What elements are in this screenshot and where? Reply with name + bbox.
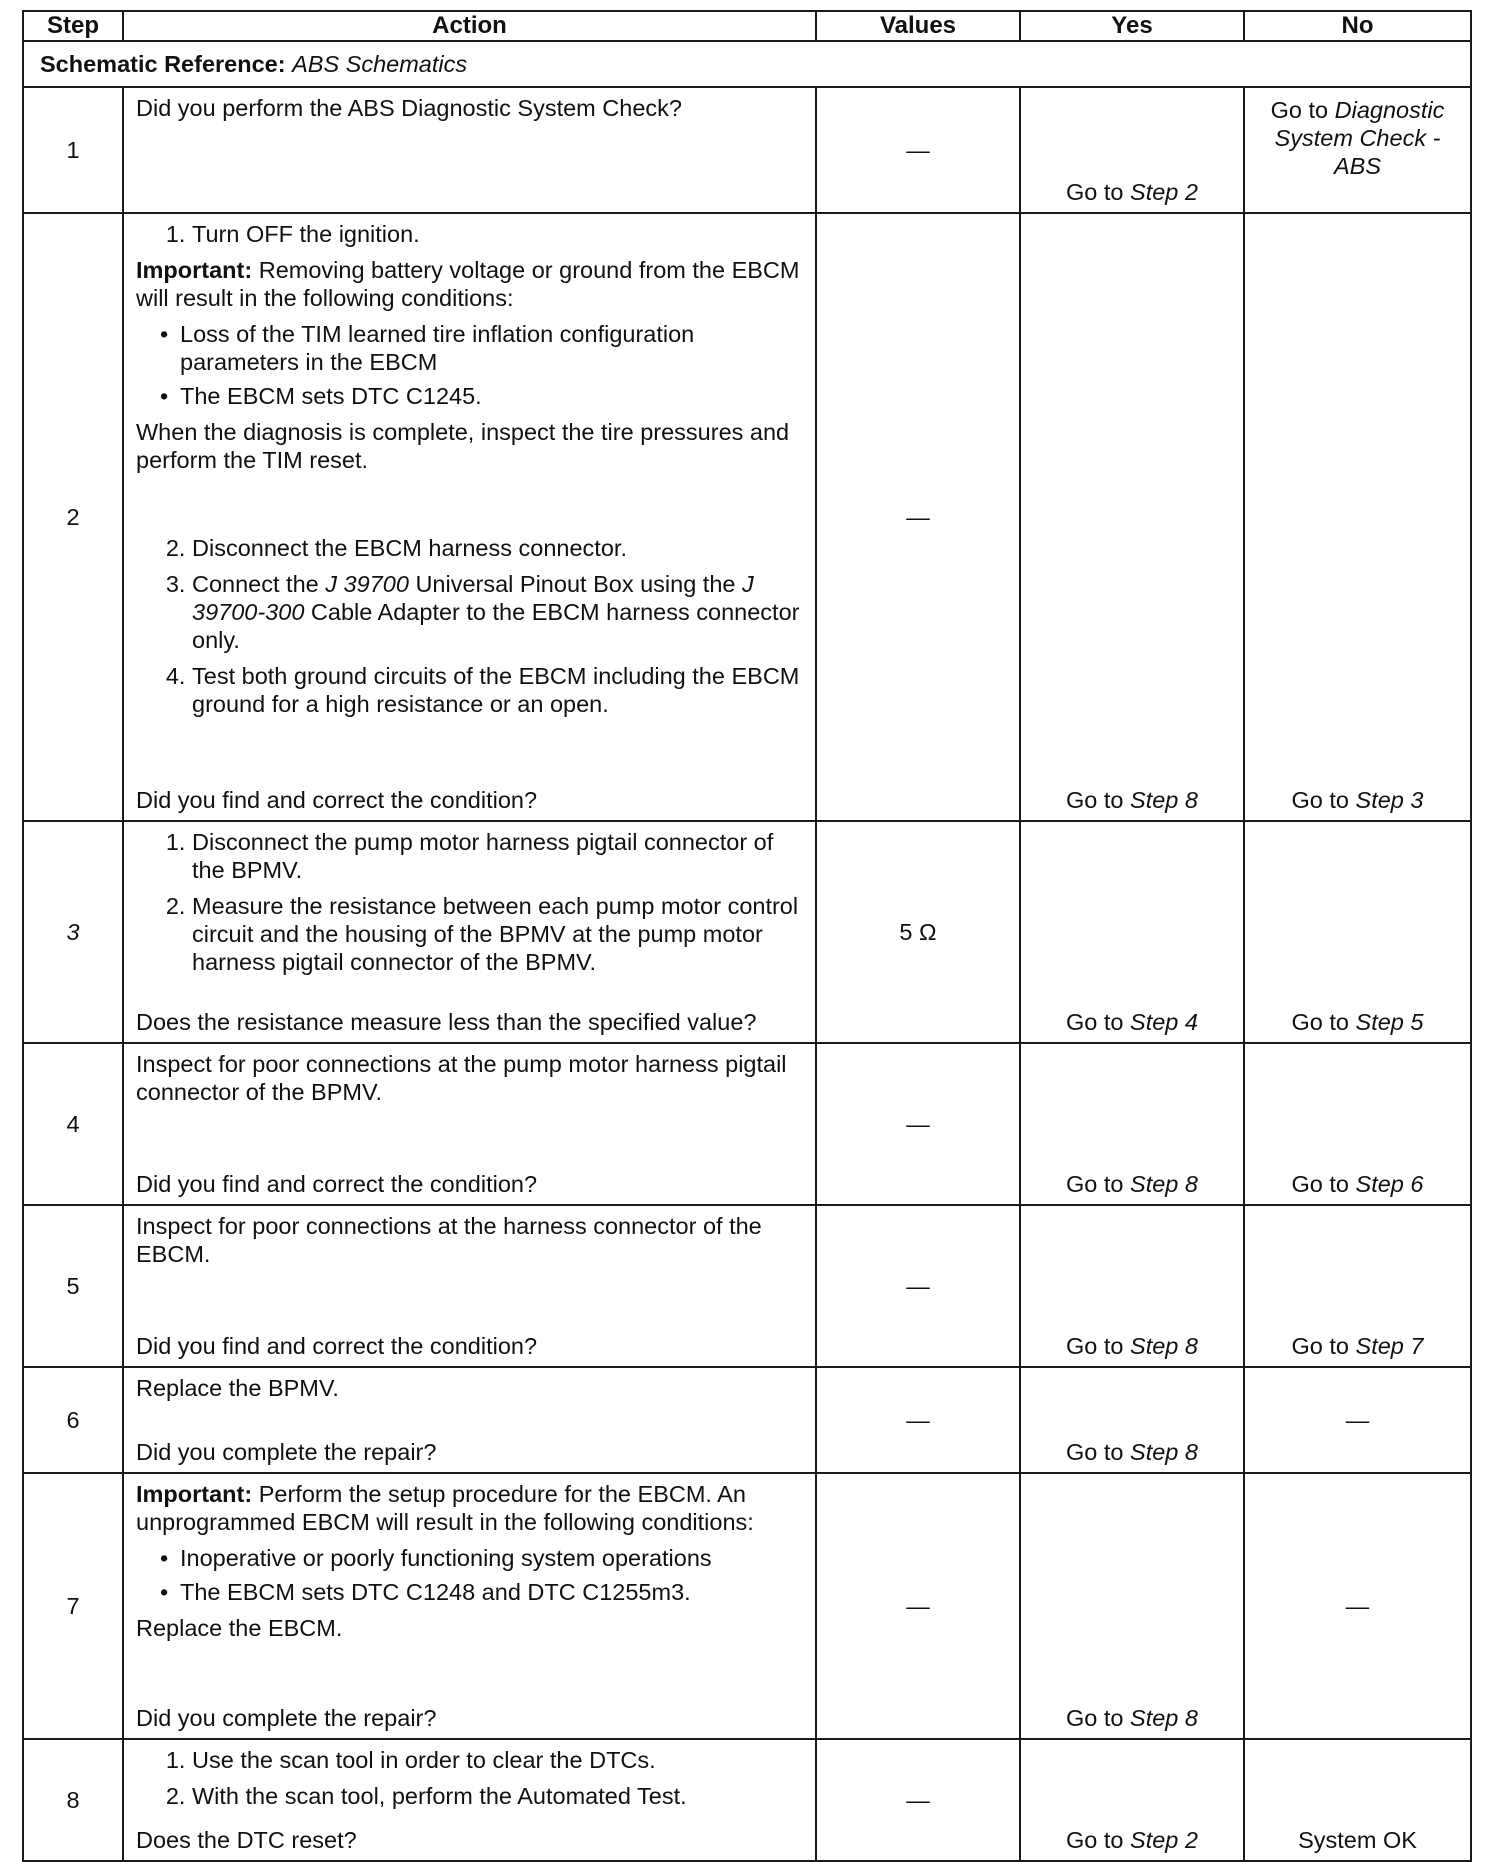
important-note: [136, 1480, 803, 1536]
no-link[interactable]: Step 6: [1355, 1171, 1424, 1197]
yes-link[interactable]: Step 8: [1130, 1333, 1198, 1359]
diagnostic-table: [22, 10, 1472, 1862]
action-cell: [123, 1367, 816, 1473]
step-number: 7: [23, 1473, 123, 1739]
go-to-label: Go to: [1066, 1009, 1124, 1035]
step-number: 4: [23, 1043, 123, 1205]
yes-link[interactable]: Step 2: [1130, 1827, 1198, 1853]
go-to-label: Go to: [1066, 787, 1124, 813]
yes-link[interactable]: Step 2: [1130, 179, 1198, 205]
go-to-label: Go to: [1066, 1439, 1124, 1465]
action-text: Replace the EBCM.: [136, 1615, 343, 1641]
value-cell: 5 Ω: [816, 821, 1020, 1043]
step-text: Cable Adapter to the EBCM harness connector only.: [192, 599, 800, 653]
action-text: Inspect for poor connections at the pump motor harness pigtail connector of the BPMV.: [136, 1051, 787, 1105]
table-row: [23, 87, 1471, 213]
step-text: Connect the: [192, 571, 319, 597]
step-text: Universal Pinout Box using the: [415, 571, 736, 597]
action-step: 1. Turn OFF the ignition.: [192, 220, 803, 248]
bullet-item: • Inoperative or poorly functioning system operations: [180, 1544, 803, 1572]
value-cell: —: [816, 1367, 1020, 1473]
go-to-label: Go to: [1066, 1171, 1124, 1197]
action-cell: [123, 821, 816, 1043]
go-to-label: Go to: [1270, 97, 1329, 123]
no-cell: —: [1244, 1367, 1471, 1473]
step-number: 5: [23, 1205, 123, 1367]
step-number: 8: [23, 1739, 123, 1861]
header-row: [23, 11, 1471, 41]
no-cell: [1244, 213, 1471, 821]
action-question: Did you find and correct the condition?: [136, 1171, 538, 1197]
important-text: Perform the setup procedure for the EBCM. An unprogrammed EBCM will result in the following conditions:: [136, 1481, 754, 1535]
yes-link[interactable]: Step 8: [1130, 1705, 1198, 1731]
yes-cell: [1020, 213, 1244, 821]
header-no: No: [1244, 11, 1471, 41]
important-label: Important:: [136, 257, 253, 283]
go-to-label: Go to: [1066, 1827, 1124, 1853]
bullet-item: • The EBCM sets DTC C1248 and DTC C1255m3.: [180, 1578, 803, 1606]
table-row: [23, 213, 1471, 821]
action-step: 1. Use the scan tool in order to clear the DTCs.: [192, 1746, 803, 1774]
yes-cell: [1020, 821, 1244, 1043]
header-values: Values: [816, 11, 1020, 41]
action-question: Does the DTC reset?: [136, 1827, 357, 1853]
yes-cell: [1020, 1367, 1244, 1473]
action-step: 2. Disconnect the EBCM harness connector.: [192, 534, 803, 562]
action-text: Replace the BPMV.: [136, 1375, 339, 1401]
value-cell: —: [816, 87, 1020, 213]
no-cell: System OK: [1244, 1739, 1471, 1861]
yes-cell: [1020, 1739, 1244, 1861]
yes-link[interactable]: Step 8: [1130, 1439, 1198, 1465]
yes-link[interactable]: Step 4: [1130, 1009, 1198, 1035]
action-question: Did you complete the repair?: [136, 1705, 437, 1731]
action-cell: [123, 1043, 816, 1205]
bullet-item: • Loss of the TIM learned tire inflation configuration parameters in the EBCM: [180, 320, 803, 376]
table-row: [23, 1205, 1471, 1367]
no-cell: [1244, 821, 1471, 1043]
go-to-label: Go to: [1291, 1009, 1349, 1035]
go-to-label: Go to: [1291, 787, 1349, 813]
value-cell: —: [816, 1473, 1020, 1739]
no-cell: —: [1244, 1473, 1471, 1739]
table-row: [23, 1043, 1471, 1205]
action-step: [192, 570, 803, 654]
schematic-reference-label: Schematic Reference:: [40, 51, 286, 77]
value-cell: —: [816, 1739, 1020, 1861]
go-to-label: Go to: [1066, 1705, 1124, 1731]
important-label: Important:: [136, 1481, 253, 1507]
action-step: 1. Disconnect the pump motor harness pigtail connector of the BPMV.: [192, 828, 803, 884]
step-number: 1: [23, 87, 123, 213]
action-step: 4. Test both ground circuits of the EBCM including the EBCM ground for a high resistance or an open.: [192, 662, 803, 718]
action-cell: [123, 1205, 816, 1367]
value-cell: —: [816, 1205, 1020, 1367]
action-question: Does the resistance measure less than the specified value?: [136, 1009, 757, 1035]
no-cell: [1244, 1043, 1471, 1205]
header-action: Action: [123, 11, 816, 41]
no-link[interactable]: Step 5: [1355, 1009, 1424, 1035]
step-number: 2: [23, 213, 123, 821]
yes-cell: [1020, 1473, 1244, 1739]
step-number: 6: [23, 1367, 123, 1473]
yes-link[interactable]: Step 8: [1130, 787, 1198, 813]
table-row: [23, 821, 1471, 1043]
go-to-label: Go to: [1066, 1333, 1124, 1359]
action-cell: [123, 87, 816, 213]
table-row: [23, 1367, 1471, 1473]
tool-link[interactable]: J 39700-300: [192, 571, 754, 625]
action-text: Did you perform the ABS Diagnostic System Check?: [136, 95, 682, 121]
action-cell: [123, 213, 816, 821]
important-text: Removing battery voltage or ground from the EBCM will result in the following conditions:: [136, 257, 800, 311]
bullet-item: • The EBCM sets DTC C1245.: [180, 382, 803, 410]
yes-cell: [1020, 1205, 1244, 1367]
action-cell: [123, 1473, 816, 1739]
no-link[interactable]: Step 3: [1355, 787, 1424, 813]
action-step: 2. With the scan tool, perform the Automated Test.: [192, 1782, 803, 1810]
value-cell: —: [816, 213, 1020, 821]
tool-link[interactable]: J 39700: [325, 571, 409, 597]
action-cell: [123, 1739, 816, 1861]
yes-link[interactable]: Step 8: [1130, 1171, 1198, 1197]
action-question: Did you find and correct the condition?: [136, 1333, 538, 1359]
step-number: [23, 821, 123, 1043]
schematic-reference-row: [23, 41, 1471, 87]
note-text: When the diagnosis is complete, inspect the tire pressures and perform the TIM reset.: [136, 419, 790, 473]
table-row: [23, 1739, 1471, 1861]
no-cell: [1244, 1205, 1471, 1367]
action-step: 2. Measure the resistance between each pump motor control circuit and the housing of the BPMV at the pump motor harness pigtail connector of the BPMV.: [192, 892, 803, 976]
table-row: [23, 1473, 1471, 1739]
step-number-text: 3: [66, 919, 80, 945]
no-cell: [1244, 87, 1471, 213]
go-to-label: Go to: [1066, 179, 1124, 205]
schematic-reference-link[interactable]: ABS Schematics: [292, 51, 468, 77]
yes-cell: [1020, 1043, 1244, 1205]
no-link[interactable]: Diagnostic System Check - ABS: [1274, 97, 1445, 179]
action-question: Did you find and correct the condition?: [136, 787, 538, 813]
yes-cell: [1020, 87, 1244, 213]
action-question: Did you complete the repair?: [136, 1439, 437, 1465]
go-to-label: Go to: [1291, 1171, 1349, 1197]
schematic-reference: [23, 41, 1471, 87]
header-step: Step: [23, 11, 123, 41]
go-to-label: Go to: [1291, 1333, 1349, 1359]
important-note: [136, 256, 803, 312]
header-yes: Yes: [1020, 11, 1244, 41]
action-text: Inspect for poor connections at the harness connector of the EBCM.: [136, 1213, 762, 1267]
value-cell: —: [816, 1043, 1020, 1205]
no-link[interactable]: Step 7: [1355, 1333, 1424, 1359]
